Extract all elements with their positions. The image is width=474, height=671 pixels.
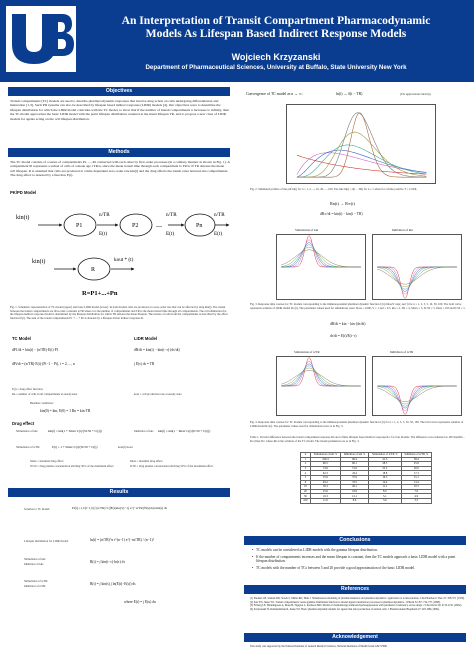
pkpd-model-label: PK/PD Model: [10, 190, 37, 195]
drug-effect-label: Drug effect: [12, 421, 35, 426]
response-curve: [377, 267, 457, 294]
table-cell: 12.1: [340, 494, 368, 499]
methods-heading: Methods: [8, 148, 230, 157]
stim-kin-plot: [276, 234, 366, 300]
table-cell: 2: [301, 462, 311, 467]
table-cell: 25.8: [401, 462, 431, 467]
table-cell: 16.3: [369, 475, 402, 480]
solution-equation: Pi(t) = (1/(i−1)!) ∫ (n/TR)^i (∫E(u)du)^(i−1) e^(−n/TR ∫E(u)du) kin(s) ds: [72, 506, 167, 510]
conclusions-heading: Conclusions: [244, 536, 466, 545]
reference-item: [3] Friberg LE, Henningsson A, Maas H, Nguyen L, Karlsson MO. Model of chemotherapy-induced myelosuppression with parameter consistency across drugs. J Clin Oncol 20: 4713-4721 (2002).: [250, 604, 462, 607]
compartment-p2-label: P2: [132, 223, 139, 229]
table-cell: 20: [301, 489, 311, 494]
solution-label: Solution to TC model:: [24, 507, 50, 511]
table-cell: 199.4: [310, 457, 340, 462]
references-list: [250, 597, 466, 611]
lidr-equation-1: dR/dt = kin(t) − kin(t−τ)·(dτ/dt): [134, 348, 180, 352]
table-cell: 18.9: [340, 489, 368, 494]
reference-item: [4] Krzyzanski W, Ramakrishnan R, Jusko WJ. Basic pharmacodynamic models for agents that alter production of natural cells. J Pharmacokinet Biopharm 27: 467-489 (1999).: [250, 607, 440, 611]
lidr-equation-2: ∫ E(s) ds = TR: [134, 362, 155, 366]
response-curve: [281, 366, 360, 386]
response-curve: [281, 364, 360, 386]
table-cell: 41.3: [369, 457, 402, 462]
table-cell: 4: [301, 471, 311, 476]
sc50-definition: SC50 = drug plasma concentration eliciting 50% of the maximum effect.: [30, 464, 115, 468]
table-1-caption: Table 1. Percent difference between the transit compartment response Rn and a finite lifespan based indirect response R∞ for four models. The difference was evaluated as 100·max|Rn − R∞|/max R∞ where Rn is the solution of the TC model. The model parameters are as in Fig. 3.: [250, 435, 465, 443]
table-cell: 62.3: [310, 471, 340, 476]
table-cell: 51.9: [340, 466, 368, 471]
smax-definition: Smax = maximal drug effect;: [30, 459, 64, 463]
table-cell: 17.3: [401, 471, 431, 476]
table-cell: 100: [301, 498, 311, 503]
inh-kin-result-label: Inhibition of kin:: [24, 562, 44, 566]
title-line-2: Models As Lifespan Based Indirect Response Models: [145, 27, 407, 40]
compartment-p1-label: P1: [76, 223, 83, 229]
figure-1-caption: Fig. 1. Schematic representation of TC model (upper) and basic LIDR model (lower). In both models cells are produced at a zero-order rate that can be affected by drug kin(t). The transit between the transit compartments are first-order constants n/TR where n is the number of compartments and TR is the mean transit time through all compartments. The cell elimination for the lifespan indirect response model is determined by the lifespan distribution for which TR denotes the mean lifespan. The release of cells from the compartments is described by the effect function E(t). The sum of the transit compartments P1 + ... + Pn is denoted by a lifespan driven indirect response R.: [10, 305, 228, 321]
conclusions-list: [252, 548, 466, 572]
tc-equation-2: dPi/dt = (n/TR)·E(t)·(Pi−1 − Pi), i = 2, ..., n: [12, 362, 75, 366]
limit-equation: Rn(t) → R∞(t): [330, 201, 355, 206]
acknowledgement-body: This study was supported by the National Institute of General Medical Sciences, National Institutes of Health Grant GM 57980.: [250, 645, 388, 648]
lifespan-equation: ln(t) = (n/TR)^n t^(n−1) e^(−nt/TR) / (n−1)!: [90, 538, 154, 542]
inh-kin-label: Inhibition of kin:: [134, 429, 154, 433]
table-cell: 5: [301, 475, 311, 480]
response-curve: [281, 236, 361, 267]
table-cell: 3: [301, 466, 311, 471]
table-cell: 25.6: [310, 489, 340, 494]
dr-equation-2: dτ/dt = E(t)/E(t−τ): [330, 334, 357, 338]
table-cell: 11.6: [310, 498, 340, 503]
response-curve: [281, 243, 361, 267]
effect-label-2: E(t): [166, 231, 175, 237]
tc-definition-1: E(t) = drug effect function.: [12, 387, 44, 391]
response-curve: [281, 361, 360, 386]
tc-definition-2: Rn = number of cells in all compartments at steady-state: [12, 392, 78, 396]
rate-label-3: n/TR: [214, 212, 225, 218]
references-heading: References: [244, 585, 466, 594]
dr-equation-1: dR/dt = kin − kin·(dτ/dt): [330, 322, 366, 326]
table-cell: 14.4: [369, 480, 402, 485]
conclusion-item: • TC models can be considered as LIDR models with the gamma lifespan distribution.: [252, 548, 466, 553]
stim-tr-result-label: Stimulation of n/TR:: [24, 579, 49, 583]
table-cell: 38.4: [401, 457, 431, 462]
inh-kin-plot-title: Inhibition of kin: [392, 228, 413, 232]
table-cell: 10: [301, 485, 311, 490]
stim-tr-plot-title: Stimulation of n/TR: [294, 350, 320, 354]
table-header-cell: Inhibition of kin %: [340, 453, 368, 458]
table-cell: 11.1: [369, 485, 402, 490]
ub-logo: [6, 6, 76, 72]
table-cell: 74.9: [310, 466, 340, 471]
table-cell: 3.6: [369, 498, 402, 503]
stim-tr-plot: [276, 356, 366, 416]
table-cell: 16.3: [310, 494, 340, 499]
table-cell: 96.4: [340, 457, 368, 462]
kin-label-bottom: kin(t): [32, 259, 46, 265]
table-header-cell: n: [301, 453, 311, 458]
response-curve: [281, 240, 361, 267]
compartment-pn-label: Pn: [196, 223, 203, 229]
baseline-equation: kin(0) = kin, E(0) = 1 Rn = kin·TR: [40, 409, 91, 413]
imax-definition: Imax = maximal drug effect,: [130, 459, 164, 463]
response-curve: [377, 267, 457, 291]
effect-label-1: E(t): [99, 231, 108, 237]
table-cell: 4.9: [401, 494, 431, 499]
stim-kin-label: Stimulation of kin:: [16, 429, 38, 433]
figure-2-caption: Fig. 2. Simulated profiles of the pdf ln(t) for n = 1, 2, ..., 10, 20, ..., 100. The line ln(t) = δ(t − TR) for n ≥ 1 when for a finite positive T = 1/nTR.: [250, 187, 418, 191]
effect-label-3: E(t): [214, 231, 223, 237]
where-equation: where E(t) = ∫ E(u) du: [124, 600, 156, 604]
pdf-curve: [297, 153, 426, 175]
table-cell: 49.2: [310, 480, 340, 485]
table-cell: 13.4: [401, 480, 431, 485]
response-curve: [377, 267, 457, 298]
poster-title: [86, 14, 466, 40]
tr-result-equation: R(t) = ∫ kin(s) ∫ ln(E(t)−E(s)) ds: [90, 582, 136, 586]
table-row: [301, 498, 432, 503]
table-cell: 22.5: [369, 466, 402, 471]
kin-label-top: kin(t): [16, 215, 30, 221]
reference-item: [2] Sun YN, Jusko WJ. Transit compartments versus gamma distribution function to model signal transduction processes in pharmacodynamics. J Pharm Sci 87: 732-737 (1998).: [250, 600, 441, 604]
baseline-label: Baseline conditions:: [30, 401, 54, 405]
conclusion-item: • TC models with the number of TCs between 5 and 20 provide a good approximation of the basic LIDR model.: [252, 566, 466, 571]
response-curve: [377, 386, 456, 408]
table-header-cell: Stimulation of kin %: [310, 453, 340, 458]
poster-header: [0, 0, 474, 82]
dirac-note: (The approximate identity): [400, 92, 431, 96]
table-cell: 50: [301, 494, 311, 499]
inh-tr-plot: [372, 356, 462, 416]
figure-3-caption: Fig. 3. Response time courses for TC models corresponding to the immunopotential pharmacodynamic function C(t)=DoseV·exp(−kel·t) for n = 1, 2, 3, 5, 10, 50, 100. The bold curve represents solution of LIDR model R∞(t). The parameter values used for simulations were: Dose = 1000, V = 1, kel = 0.5, kin = 2, TR = 4, Smax = 3, SC50 = 5, Imax = 0.8 and IC50 = 1.: [250, 302, 466, 310]
kout-label: kout * (t): [114, 257, 134, 263]
sum-label: R=P1+...+Pn: [82, 290, 118, 297]
rate-label-1: n/TR: [99, 212, 110, 218]
limit-equation-2: dR∞/dt = kin(t) − kin(t − TR): [320, 212, 363, 216]
table-cell: 10.5: [401, 485, 431, 490]
table-cell: 8.0: [369, 489, 402, 494]
response-curve: [377, 386, 456, 406]
tc-model-label: TC Model: [12, 336, 31, 341]
table-cell: 5.1: [369, 494, 402, 499]
compartment-r-label: R: [91, 267, 96, 273]
stim-kin-result-label: Stimulation of kin:: [24, 557, 46, 561]
figure-4-caption: Fig. 4. Response time courses for TC models corresponding to the immunopotential pharmacodynamic function C(t) for n = 1, 2, 3, 5, 10, 50, 100. The bold curve represents solution of LIDR model R∞(t). The parameter values used for simulations were as in Fig. 3.: [250, 420, 464, 428]
pdf-curve: [297, 113, 426, 177]
convergence-equation: ln(t) → δ(t − TR): [336, 92, 363, 96]
table-cell: 96.5: [310, 462, 340, 467]
reference-item: [1] Sheiner LB, Stanski DR, Vozeh S, Miller RD, Ham J. Simultaneous modeling of pharmacokinetics and pharmacodynamics: application to d-tubocurarine. Clin Pharmacol Ther 25: 358-371 (1979).: [250, 597, 465, 600]
pdf-curve: [297, 155, 426, 174]
objectives-heading: Objectives: [8, 87, 230, 96]
table-cell: 6: [301, 480, 311, 485]
compartment-dots: ...: [156, 220, 162, 229]
inh-tr-result-label: Inhibition of n/TR:: [24, 584, 47, 588]
kin-result-equation: R(t) = ∫ kin(t−τ)·ln(τ) dτ: [90, 560, 125, 564]
response-curve: [377, 267, 457, 289]
table-cell: 18.8: [369, 471, 402, 476]
ic50-definition: IC50 = drug plasma concentration eliciting 50% of the maximum effect.: [130, 464, 214, 468]
inh-tr-plot-title: Inhibition of n/TR: [390, 350, 414, 354]
results-heading: Results: [8, 488, 230, 497]
stim-kin-equation: kin(t) = kin(1 + Smax·C(t)/(SC50 + C(t))): [48, 429, 102, 433]
difference-table: [300, 452, 432, 504]
affiliation: Department of Pharmaceutical Sciences, University at Buffalo, State University New York: [145, 64, 407, 71]
acknowledgement-heading: Acknowledgement: [244, 633, 466, 642]
conclusion-item: • If the number of compartments increases and the mean lifespan is constant, then the TC models approach a basic LIDR model with a point lifespan distribution.: [252, 555, 466, 564]
author-name: Wojciech Krzyzanski: [231, 52, 321, 62]
table-cell: 55.9: [310, 475, 340, 480]
stim-tr-label: Stimulation of n/TR:: [16, 445, 41, 449]
table-cell: 26.1: [340, 485, 368, 490]
table-cell: 1: [301, 457, 311, 462]
tc-equation-1: dP1/dt = kin(t) − (n/TR)·E(t)·P1: [12, 348, 59, 352]
stim-kin-plot-title: Stimulation of kin: [295, 228, 319, 232]
tc-lidr-diagram: [10, 197, 230, 303]
title-line-1: An Interpretation of Transit Compartment Pharmacodynamic: [121, 14, 431, 27]
convergence-label: Convergence of TC model as n → ∞:: [246, 92, 303, 96]
methods-body: The TC model consists of a series of compartments P1, ..., Pn connected with each other by first-order processes (in a calmary manner as shown in Fig. 1). A compartment Pi represents a subset of cells of a mean age i TR/n, since the mean transit time through each compartment is TR/n. If TR denotes the mean cell lifespan. R is assumed that cells are produced at a time dependent zero-order rate kin(t) and the drug affects the transit rates between the compartments. The drug effect is denoted by a function E(t).: [10, 160, 230, 178]
rate-label-2: n/TR: [166, 212, 177, 218]
lidr-model-label: LIDR Model: [134, 336, 158, 341]
table-header-cell: Stimulation of n/TR %: [369, 453, 402, 458]
table-cell: 7.6: [401, 489, 431, 494]
table-cell: 33.5: [340, 480, 368, 485]
inh-kin-equation: kin(t) = kin(1 − Imax·C(t)/(IC50 + C(t))): [158, 429, 211, 433]
objectives-body: Transit compartments (TC) models are used to describe pharmacodynamic responses that involve drug action on cells undergoing differentiation and maturation [1-3]. Such PD systems can also be described by lifespan based indirect response (LIDR) models [4]. Our objectives were to determine the lifespan distribution for which the LIDR model coincides with the TC model, to show that if the number of transit compartments n increases to infinity, then the TC model approaches the basic LIDR model with the point lifespan distribution centered at the mean lifespan TR, and to propose a new class of LIDR models for agents acting on the cell lifespan distribution.: [10, 99, 229, 121]
table-cell: 8.6: [340, 498, 368, 503]
response-curve: [377, 386, 456, 411]
table-cell: 43.4: [340, 471, 368, 476]
lidr-definition: kout = cell production rate at steady state: [134, 392, 182, 396]
table-cell: 37.9: [340, 475, 368, 480]
table-cell: 28.5: [369, 462, 402, 467]
table-cell: 36.3: [310, 485, 340, 490]
table-cell: 66.1: [340, 462, 368, 467]
pdf-curve: [297, 113, 426, 177]
lifespan-label: Lifespan distribution for LIDR model:: [24, 539, 69, 543]
inh-kin-plot: [372, 234, 462, 300]
table-cell: 15.1: [401, 475, 431, 480]
table-cell: 20.6: [401, 466, 431, 471]
stim-tr-equation: E(t) = 1 + Smax·C(t)/(SC50 + C(t)): [52, 445, 98, 449]
table-header-cell: Inhibition of n/TR %: [401, 453, 431, 458]
figure-2-plot: [286, 104, 436, 184]
table-cell: 3.5: [401, 498, 431, 503]
response-curve: [281, 245, 361, 267]
kout-constant-label: kout(t)=kout: [118, 445, 133, 449]
